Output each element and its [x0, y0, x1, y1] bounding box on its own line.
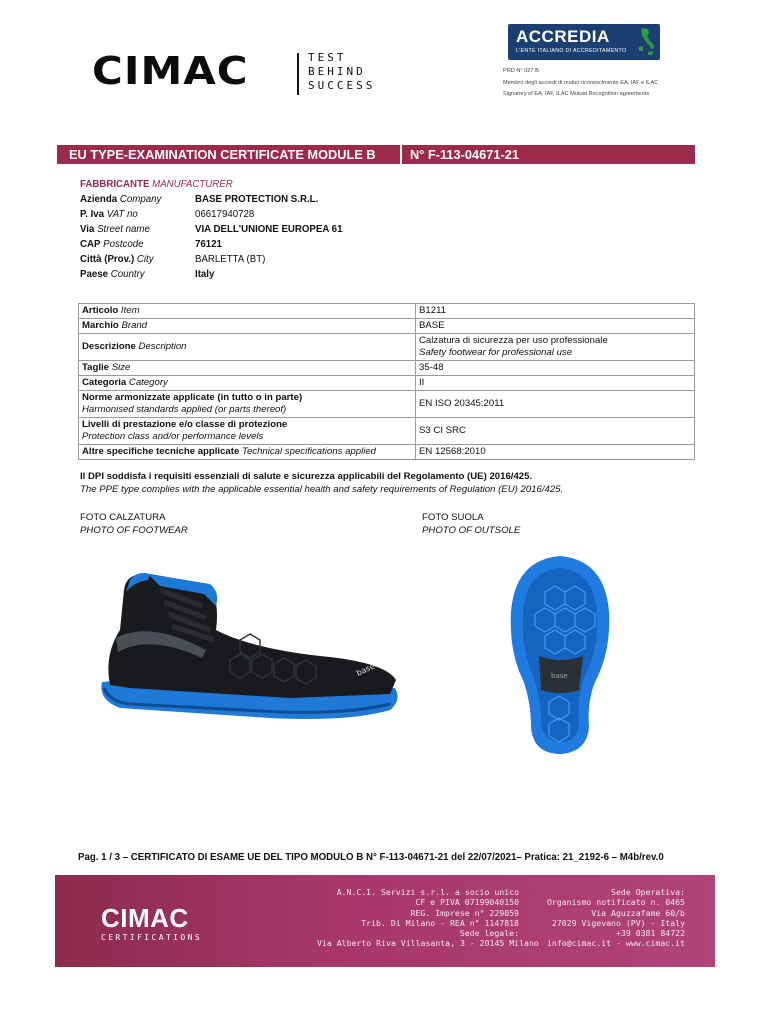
value-it: Calzatura di sicurezza per uso professionale — [419, 335, 608, 346]
footer-office-info — [525, 887, 685, 949]
field-label-en: Country — [110, 269, 145, 280]
sole-brand-text: base — [551, 672, 568, 680]
field-label-en: Company — [119, 194, 162, 205]
regulation-en: The PPE type complies with the applicable essential health and safety requirements of Regulation (EU) 2016/425. — [80, 484, 564, 495]
manufacturer-row-vat — [80, 207, 255, 222]
office-line: 27029 Vigevano (PV) - Italy — [551, 917, 685, 928]
field-label: Paese — [80, 269, 109, 280]
manufacturer-heading-it: FABBRICANTE — [80, 179, 150, 190]
office-line: info@cimac.it - www.cimac.it — [546, 938, 685, 949]
accredia-signatory: Signatory of EA, IAF, ILAC Mutual Recognition agreements — [503, 91, 650, 98]
field-label: P. Iva — [80, 209, 105, 220]
row-value: BASE — [416, 319, 695, 334]
row-value: EN ISO 20345:2011 — [416, 391, 695, 418]
company-line: CF e PIVA 07199040150 — [415, 897, 519, 908]
table-row-item — [79, 304, 695, 319]
value-en: Safety footwear for professional use — [419, 347, 573, 358]
tagline-line: SUCCESS — [308, 79, 376, 92]
label-it: Taglie — [82, 362, 110, 373]
table-row-brand — [79, 319, 695, 334]
company-line: Trib. Di Milano - REA n° 1147818 — [361, 917, 519, 928]
accredia-prd: PRD N° 027 B — [503, 68, 539, 74]
footer-company-info — [317, 887, 539, 949]
field-label: Azienda — [80, 194, 118, 205]
manufacturer-row-street — [80, 222, 343, 237]
accredia-logo — [508, 24, 660, 60]
footwear-photo — [90, 560, 410, 740]
row-value: EN 12568:2010 — [416, 445, 695, 460]
cimac-logo-word: CIMAC — [92, 48, 249, 94]
accredia-member: Membro degli accordi di mutuo riconoscimento EA, IAF e ILAC — [503, 79, 659, 86]
footwear-photo-label — [80, 511, 188, 537]
field-value: Italy — [195, 269, 215, 280]
field-value: 06617940728 — [195, 209, 255, 220]
label-it: Norme armonizzate applicate (in tutto o in parte) — [82, 392, 303, 403]
accredia-note — [503, 68, 668, 103]
accredia-name: ACCREDIA — [516, 27, 610, 46]
label-en: Harmonised standards applied (or parts thereof) — [82, 404, 287, 415]
field-value: BARLETTA (BT) — [195, 254, 266, 265]
row-label — [79, 361, 416, 376]
row-value: S3 CI SRC — [416, 418, 695, 445]
company-line: Via Alberto Riva Villasanta, 3 - 20145 Milano — [317, 938, 539, 949]
company-line: A.N.C.I. Servizi s.r.l. a socio unico — [336, 887, 519, 897]
label-it: Descrizione — [82, 341, 136, 352]
row-label — [79, 334, 416, 361]
field-label-en: Street name — [97, 224, 150, 235]
field-value: BASE PROTECTION S.R.L. — [195, 194, 319, 205]
certificate-title: EU TYPE-EXAMINATION CERTIFICATE MODULE B — [69, 147, 376, 162]
row-value: B1211 — [416, 304, 695, 319]
table-row-category — [79, 376, 695, 391]
manufacturer-row-company — [80, 192, 319, 207]
manufacturer-row-city — [80, 252, 266, 267]
office-line: Via Aguzzafame 60/b — [591, 907, 685, 918]
field-label-en: Postcode — [103, 239, 144, 250]
boot-brand-text: base — [355, 661, 377, 678]
row-label — [79, 319, 416, 334]
label-en: Technical specifications applied — [241, 446, 377, 457]
outsole-photo — [505, 552, 615, 757]
footwear-label-en: PHOTO OF FOOTWEAR — [80, 525, 188, 536]
cimac-logo — [92, 48, 382, 98]
row-label — [79, 376, 416, 391]
label-it: Articolo — [82, 305, 119, 316]
field-label: Città (Prov.) — [80, 254, 135, 265]
manufacturer-row-postcode — [80, 237, 233, 252]
field-value: 76121 — [195, 239, 222, 250]
row-value: II — [416, 376, 695, 391]
label-en: Brand — [121, 320, 148, 331]
label-en: Item — [120, 305, 140, 316]
certificate-number: N° F-113-04671-21 — [410, 147, 519, 162]
label-it: Marchio — [82, 320, 119, 331]
row-value — [416, 334, 695, 361]
row-label — [79, 304, 416, 319]
label-en: Description — [138, 341, 187, 352]
row-label — [79, 418, 416, 445]
table-row-protection — [79, 418, 695, 445]
italy-map-icon — [636, 27, 656, 57]
certificate-title-bar — [57, 145, 695, 164]
outsole-label-it: FOTO SUOLA — [422, 512, 484, 523]
table-row-technical — [79, 445, 695, 460]
office-line: Organismo notificato n. 0465 — [546, 897, 685, 908]
field-label-en: VAT no — [106, 209, 138, 220]
outsole-photo-label — [422, 511, 520, 537]
footer-logo-sub: CERTIFICATIONS — [101, 933, 203, 942]
manufacturer-heading-en: MANUFACTURER — [152, 179, 233, 190]
field-label-en: City — [136, 254, 154, 265]
label-it: Livelli di prestazione e/o classe di protezione — [82, 419, 288, 430]
logo-divider — [297, 53, 299, 95]
label-en: Category — [128, 377, 168, 388]
office-line: +39 0381 84722 — [615, 928, 685, 939]
item-details-table — [78, 303, 695, 460]
regulation-it: Il DPI soddisfa i requisiti essenziali di salute e sicurezza applicabili del Regolamento (UE) 2016/425. — [80, 471, 533, 482]
manufacturer-heading — [80, 177, 233, 192]
row-value: 35-48 — [416, 361, 695, 376]
tagline-line: TEST — [308, 51, 347, 64]
tagline-line: BEHIND — [308, 65, 366, 78]
table-row-size — [79, 361, 695, 376]
company-line: Sede legale: — [459, 928, 519, 939]
regulation-statement — [80, 470, 563, 496]
field-label: Via — [80, 224, 95, 235]
office-line: Sede Operativa: — [611, 887, 685, 897]
manufacturer-row-country — [80, 267, 233, 282]
company-line: REG. Imprese n° 229059 — [410, 907, 519, 918]
label-it: Categoria — [82, 377, 127, 388]
label-en: Size — [111, 362, 131, 373]
table-row-standards — [79, 391, 695, 418]
field-label: CAP — [80, 239, 101, 250]
footer-banner — [55, 875, 715, 967]
label-en: Protection class and/or performance levels — [82, 431, 264, 442]
footer-logo-word: CIMAC — [101, 903, 189, 933]
footwear-label-it: FOTO CALZATURA — [80, 512, 166, 523]
footer-logo — [101, 903, 231, 941]
row-label — [79, 391, 416, 418]
table-row-description — [79, 334, 695, 361]
accredia-subtitle: L'ENTE ITALIANO DI ACCREDITAMENTO — [516, 48, 627, 54]
field-value: VIA DELL'UNIONE EUROPEA 61 — [195, 224, 343, 235]
page-footer-line: Pag. 1 / 3 – CERTIFICATO DI ESAME UE DEL TIPO MODULO B N° F-113-04671-21 del 22/07/2021– Pratica: 21_2192-6 – M4b/rev.0 — [78, 852, 664, 863]
manufacturer-block — [80, 177, 343, 282]
row-label — [79, 445, 416, 460]
title-divider — [400, 145, 402, 164]
outsole-label-en: PHOTO OF OUTSOLE — [422, 525, 521, 536]
label-it: Altre specifiche tecniche applicate — [82, 446, 240, 457]
logo-tagline — [308, 51, 375, 93]
